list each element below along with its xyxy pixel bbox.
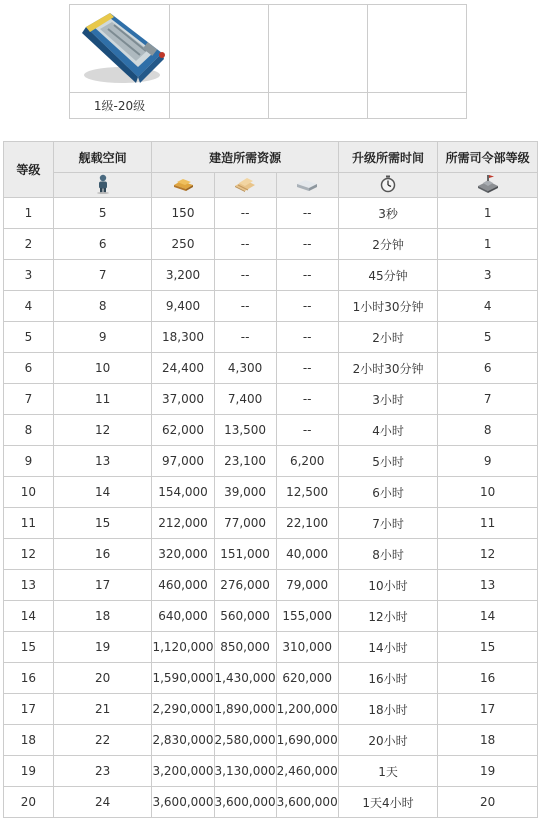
headquarters-icon — [476, 174, 500, 197]
stone-cost-cell: -- — [276, 322, 338, 353]
table-row — [4, 446, 538, 477]
level-cell: 6 — [4, 353, 54, 384]
table-row — [4, 694, 538, 725]
table-row — [4, 787, 538, 818]
header-resources: 建造所需资源 — [152, 142, 338, 173]
hq-level-cell: 5 — [438, 322, 538, 353]
gallery-blank-caption — [170, 93, 269, 119]
gallery-table — [69, 4, 467, 119]
capacity-cell: 18 — [53, 601, 152, 632]
gold-cost-cell: 3,600,000 — [152, 787, 214, 818]
upgrade-time-cell: 6小时 — [338, 477, 438, 508]
level-cell: 14 — [4, 601, 54, 632]
wood-cost-cell: 560,000 — [214, 601, 276, 632]
stone-cost-cell: 3,600,000 — [276, 787, 338, 818]
stone-cost-cell: -- — [276, 415, 338, 446]
header-gold-icon-cell — [152, 173, 214, 198]
gallery-blank-cell — [170, 5, 269, 93]
gallery-blank-cell — [368, 5, 467, 93]
wood-cost-cell: 850,000 — [214, 632, 276, 663]
stone-cost-cell: 1,690,000 — [276, 725, 338, 756]
hq-level-cell: 12 — [438, 539, 538, 570]
gold-cost-cell: 62,000 — [152, 415, 214, 446]
capacity-cell: 7 — [53, 260, 152, 291]
gallery-blank-cell — [269, 5, 368, 93]
trooper-icon — [96, 174, 110, 197]
wood-cost-cell: 23,100 — [214, 446, 276, 477]
level-cell: 7 — [4, 384, 54, 415]
capacity-cell: 19 — [53, 632, 152, 663]
stone-cost-cell: 2,460,000 — [276, 756, 338, 787]
stone-cost-cell: -- — [276, 353, 338, 384]
stone-cost-cell: 79,000 — [276, 570, 338, 601]
capacity-cell: 12 — [53, 415, 152, 446]
gold-cost-cell: 320,000 — [152, 539, 214, 570]
gallery-caption: 1级-20级 — [70, 93, 170, 119]
gold-cost-cell: 1,590,000 — [152, 663, 214, 694]
capacity-cell: 23 — [53, 756, 152, 787]
stone-cost-cell: 22,100 — [276, 508, 338, 539]
stone-cost-cell: -- — [276, 291, 338, 322]
gold-cost-cell: 97,000 — [152, 446, 214, 477]
stone-cost-cell: -- — [276, 260, 338, 291]
gold-cost-cell: 250 — [152, 229, 214, 260]
stone-cost-cell: -- — [276, 198, 338, 229]
level-cell: 11 — [4, 508, 54, 539]
stone-cost-cell: 12,500 — [276, 477, 338, 508]
upgrade-time-cell: 4小时 — [338, 415, 438, 446]
wood-cost-cell: 4,300 — [214, 353, 276, 384]
upgrade-time-cell: 20小时 — [338, 725, 438, 756]
hq-level-cell: 1 — [438, 198, 538, 229]
landing-craft-image[interactable] — [70, 5, 169, 89]
stopwatch-icon — [380, 175, 396, 196]
table-row — [4, 291, 538, 322]
table-row — [4, 508, 538, 539]
table-row — [4, 229, 538, 260]
hq-level-cell: 6 — [438, 353, 538, 384]
stone-cost-cell: 40,000 — [276, 539, 338, 570]
wood-cost-cell: 3,130,000 — [214, 756, 276, 787]
gold-cost-cell: 460,000 — [152, 570, 214, 601]
gold-cost-cell: 640,000 — [152, 601, 214, 632]
capacity-cell: 20 — [53, 663, 152, 694]
stone-block-icon — [295, 176, 319, 195]
level-cell: 1 — [4, 198, 54, 229]
table-row — [4, 198, 538, 229]
table-row — [4, 663, 538, 694]
stone-cost-cell: -- — [276, 384, 338, 415]
level-cell: 10 — [4, 477, 54, 508]
wood-cost-cell: -- — [214, 291, 276, 322]
hq-level-cell: 19 — [438, 756, 538, 787]
level-cell: 13 — [4, 570, 54, 601]
header-level: 等级 — [4, 142, 54, 198]
capacity-cell: 24 — [53, 787, 152, 818]
upgrade-time-cell: 3小时 — [338, 384, 438, 415]
gallery-blank-caption — [269, 93, 368, 119]
level-cell: 17 — [4, 694, 54, 725]
wood-cost-cell: 1,890,000 — [214, 694, 276, 725]
upgrade-time-cell: 10小时 — [338, 570, 438, 601]
wood-cost-cell: -- — [214, 322, 276, 353]
upgrade-time-cell: 18小时 — [338, 694, 438, 725]
stone-cost-cell: 155,000 — [276, 601, 338, 632]
stone-cost-cell: 620,000 — [276, 663, 338, 694]
wood-cost-cell: -- — [214, 198, 276, 229]
gold-cost-cell: 2,830,000 — [152, 725, 214, 756]
hq-level-cell: 9 — [438, 446, 538, 477]
wood-cost-cell: 151,000 — [214, 539, 276, 570]
header-capacity-icon-cell — [53, 173, 152, 198]
header-stone-icon-cell — [276, 173, 338, 198]
level-cell: 19 — [4, 756, 54, 787]
level-cell: 2 — [4, 229, 54, 260]
gold-cost-cell: 9,400 — [152, 291, 214, 322]
capacity-cell: 22 — [53, 725, 152, 756]
wood-cost-cell: 39,000 — [214, 477, 276, 508]
level-table — [3, 141, 538, 818]
gold-cost-cell: 3,200,000 — [152, 756, 214, 787]
hq-level-cell: 13 — [438, 570, 538, 601]
capacity-cell: 11 — [53, 384, 152, 415]
table-row — [4, 570, 538, 601]
capacity-cell: 8 — [53, 291, 152, 322]
hq-level-cell: 16 — [438, 663, 538, 694]
level-cell: 8 — [4, 415, 54, 446]
stone-cost-cell: 6,200 — [276, 446, 338, 477]
stone-cost-cell: 310,000 — [276, 632, 338, 663]
wood-cost-cell: -- — [214, 229, 276, 260]
hq-level-cell: 20 — [438, 787, 538, 818]
level-table-body — [4, 198, 538, 818]
header-hq-level: 所需司令部等级 — [438, 142, 538, 173]
table-row — [4, 632, 538, 663]
wood-cost-cell: 276,000 — [214, 570, 276, 601]
stone-cost-cell: 1,200,000 — [276, 694, 338, 725]
level-cell: 5 — [4, 322, 54, 353]
hq-level-cell: 18 — [438, 725, 538, 756]
table-row — [4, 756, 538, 787]
level-cell: 4 — [4, 291, 54, 322]
capacity-cell: 5 — [53, 198, 152, 229]
upgrade-time-cell: 2分钟 — [338, 229, 438, 260]
hq-level-cell: 8 — [438, 415, 538, 446]
gold-cost-cell: 150 — [152, 198, 214, 229]
wood-planks-icon — [233, 176, 257, 195]
upgrade-time-cell: 1天 — [338, 756, 438, 787]
hq-level-cell: 4 — [438, 291, 538, 322]
header-wood-icon-cell — [214, 173, 276, 198]
level-cell: 15 — [4, 632, 54, 663]
gold-cost-cell: 2,290,000 — [152, 694, 214, 725]
upgrade-time-cell: 16小时 — [338, 663, 438, 694]
upgrade-time-cell: 45分钟 — [338, 260, 438, 291]
wood-cost-cell: -- — [214, 260, 276, 291]
gold-bars-icon — [171, 176, 195, 195]
upgrade-time-cell: 14小时 — [338, 632, 438, 663]
gold-cost-cell: 212,000 — [152, 508, 214, 539]
hq-level-cell: 11 — [438, 508, 538, 539]
hq-level-cell: 10 — [438, 477, 538, 508]
gallery-image-cell — [70, 5, 170, 93]
wood-cost-cell: 2,580,000 — [214, 725, 276, 756]
level-cell: 20 — [4, 787, 54, 818]
wood-cost-cell: 77,000 — [214, 508, 276, 539]
gold-cost-cell: 1,120,000 — [152, 632, 214, 663]
hq-level-cell: 3 — [438, 260, 538, 291]
capacity-cell: 17 — [53, 570, 152, 601]
capacity-cell: 10 — [53, 353, 152, 384]
table-row — [4, 725, 538, 756]
header-time-icon-cell — [338, 173, 438, 198]
gallery-blank-caption — [368, 93, 467, 119]
upgrade-time-cell: 3秒 — [338, 198, 438, 229]
upgrade-time-cell: 12小时 — [338, 601, 438, 632]
level-cell: 3 — [4, 260, 54, 291]
table-row — [4, 539, 538, 570]
table-row — [4, 353, 538, 384]
hq-level-cell: 1 — [438, 229, 538, 260]
upgrade-time-cell: 7小时 — [338, 508, 438, 539]
upgrade-time-cell: 2小时30分钟 — [338, 353, 438, 384]
hq-level-cell: 15 — [438, 632, 538, 663]
gold-cost-cell: 37,000 — [152, 384, 214, 415]
hq-level-cell: 14 — [438, 601, 538, 632]
table-row — [4, 601, 538, 632]
hq-level-cell: 7 — [438, 384, 538, 415]
stone-cost-cell: -- — [276, 229, 338, 260]
table-row — [4, 322, 538, 353]
upgrade-time-cell: 8小时 — [338, 539, 438, 570]
table-row — [4, 415, 538, 446]
table-row — [4, 384, 538, 415]
gold-cost-cell: 24,400 — [152, 353, 214, 384]
capacity-cell: 21 — [53, 694, 152, 725]
wood-cost-cell: 13,500 — [214, 415, 276, 446]
level-cell: 12 — [4, 539, 54, 570]
gold-cost-cell: 154,000 — [152, 477, 214, 508]
level-cell: 16 — [4, 663, 54, 694]
capacity-cell: 15 — [53, 508, 152, 539]
gold-cost-cell: 3,200 — [152, 260, 214, 291]
level-cell: 9 — [4, 446, 54, 477]
capacity-cell: 16 — [53, 539, 152, 570]
header-capacity: 舰载空间 — [53, 142, 152, 173]
table-row — [4, 260, 538, 291]
upgrade-time-cell: 1小时30分钟 — [338, 291, 438, 322]
upgrade-time-cell: 2小时 — [338, 322, 438, 353]
level-cell: 18 — [4, 725, 54, 756]
capacity-cell: 13 — [53, 446, 152, 477]
capacity-cell: 6 — [53, 229, 152, 260]
upgrade-time-cell: 1天4小时 — [338, 787, 438, 818]
gold-cost-cell: 18,300 — [152, 322, 214, 353]
wood-cost-cell: 7,400 — [214, 384, 276, 415]
header-hq-icon-cell — [438, 173, 538, 198]
table-row — [4, 477, 538, 508]
upgrade-time-cell: 5小时 — [338, 446, 438, 477]
capacity-cell: 14 — [53, 477, 152, 508]
capacity-cell: 9 — [53, 322, 152, 353]
wood-cost-cell: 3,600,000 — [214, 787, 276, 818]
wood-cost-cell: 1,430,000 — [214, 663, 276, 694]
hq-level-cell: 17 — [438, 694, 538, 725]
header-time: 升级所需时间 — [338, 142, 438, 173]
